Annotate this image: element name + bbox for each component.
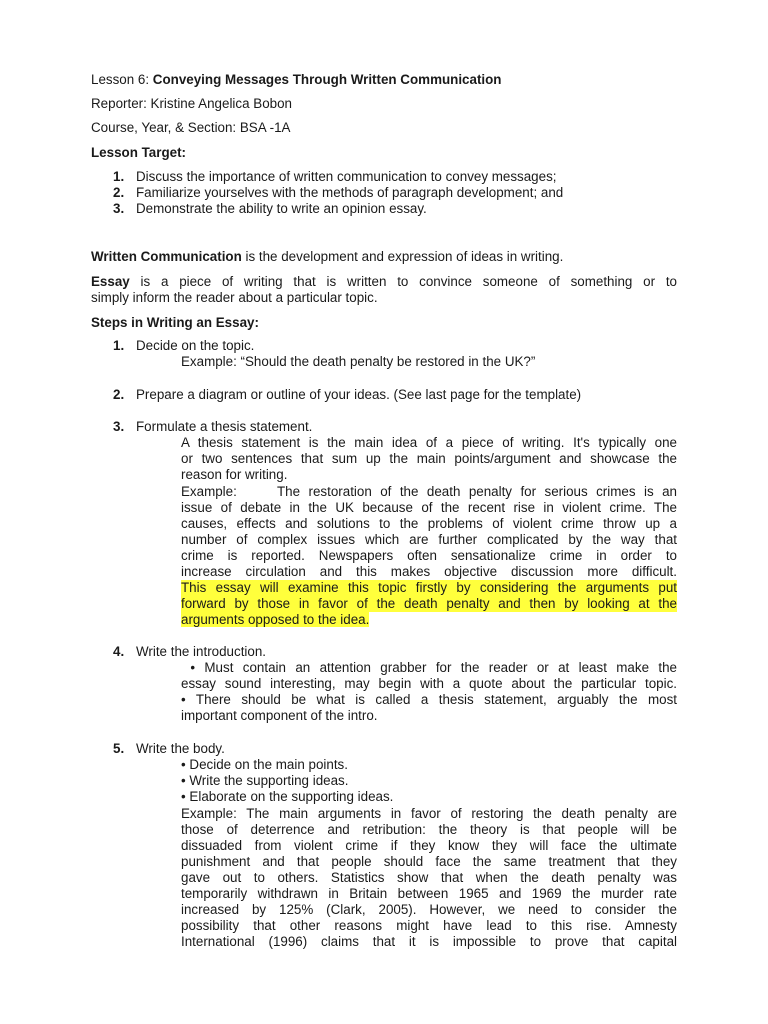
essay-text: is a piece of writing that is written to convince someone of something or to bbox=[129, 274, 677, 289]
body-bullet: • Write the supporting ideas. bbox=[181, 773, 349, 788]
highlighted-thesis-line: This essay will examine this topic firstly by considering the arguments put bbox=[181, 580, 677, 595]
target-number: 3. bbox=[113, 201, 125, 216]
essay-definition-line1 bbox=[91, 274, 677, 290]
step-number: 4. bbox=[113, 644, 125, 659]
body-bullet: • Decide on the main points. bbox=[181, 757, 348, 772]
target-item: Familiarize yourselves with the methods of paragraph development; and bbox=[136, 185, 564, 200]
body-example-line: dissuaded from violent crime if they know they will face the ultimate bbox=[181, 838, 677, 853]
body-example-line: Example: The main arguments in favor of restoring the death penalty are bbox=[181, 806, 677, 821]
step-1-example: Example: “Should the death penalty be restored in the UK?” bbox=[181, 354, 536, 369]
target-number: 1. bbox=[113, 169, 125, 184]
intro-bullet-line: important component of the intro. bbox=[181, 708, 378, 723]
body-example-line: those of deterrence and retribution: the theory is that people will be bbox=[181, 822, 677, 837]
thesis-example-line: increase circulation and this makes objective discussion more difficult. bbox=[181, 564, 677, 579]
highlighted-thesis-line: forward by those in favor of the death penalty and then by looking at the bbox=[181, 596, 677, 611]
target-item: Demonstrate the ability to write an opinion essay. bbox=[136, 201, 427, 216]
thesis-example-line: number of complex issues which are further complicated by the way that bbox=[181, 532, 677, 547]
step-number: 3. bbox=[113, 419, 125, 434]
lesson-prefix: Lesson 6: bbox=[91, 72, 153, 87]
thesis-explanation-line: or two sentences that sum up the main points/argument and showcase the bbox=[181, 451, 677, 466]
body-bullet: • Elaborate on the supporting ideas. bbox=[181, 789, 394, 804]
thesis-example-line: issue of debate in the UK because of the recent rise in violent crime. The bbox=[181, 500, 677, 515]
body-example-line: increased by 125% (Clark, 2005). However, we need to consider the bbox=[181, 902, 677, 917]
intro-bullet-line: • Must contain an attention grabber for the reader or at least make the bbox=[181, 660, 677, 675]
step-number: 1. bbox=[113, 338, 125, 353]
step-number: 5. bbox=[113, 741, 125, 756]
essay-term: Essay bbox=[91, 274, 130, 289]
written-communication-definition bbox=[91, 249, 563, 265]
step-4-text: Write the introduction. bbox=[136, 644, 267, 659]
body-example-line: temporarily withdrawn in Britain between 1965 and 1969 the murder rate bbox=[181, 886, 677, 901]
step-2-text: Prepare a diagram or outline of your ideas. (See last page for the template) bbox=[136, 387, 582, 402]
example-label: Example: bbox=[181, 484, 237, 499]
example-text: The restoration of the death penalty for serious crimes is an bbox=[277, 484, 677, 499]
reporter-line: Reporter: Kristine Angelica Bobon bbox=[91, 96, 292, 111]
thesis-explanation-line: A thesis statement is the main idea of a piece of writing. It's typically one bbox=[181, 435, 677, 450]
body-example-line: punishment and that people should face the same treatment that they bbox=[181, 854, 677, 869]
highlight-text: arguments opposed to the idea. bbox=[181, 612, 370, 627]
body-example-line: International (1996) claims that it is impossible to prove that capital bbox=[181, 934, 677, 949]
thesis-example-line: causes, effects and solutions to the problems of violent crime throw up a bbox=[181, 516, 677, 531]
thesis-example-line: crime is reported. Newspapers often sensationalize crime in order to bbox=[181, 548, 677, 563]
thesis-example-line bbox=[181, 484, 677, 500]
wc-text: is the development and expression of ideas in writing. bbox=[241, 249, 564, 264]
body-example-line: possibility that other reasons might have lead to this rise. Amnesty bbox=[181, 918, 677, 933]
intro-bullet-line: • There should be what is called a thesis statement, arguably the most bbox=[181, 692, 677, 707]
highlighted-thesis-line-last bbox=[181, 612, 677, 628]
step-5-text: Write the body. bbox=[136, 741, 225, 756]
intro-bullet-line: essay sound interesting, may begin with a quote about the particular topic. bbox=[181, 676, 677, 691]
wc-term: Written Communication bbox=[91, 249, 242, 264]
lesson-title-line bbox=[91, 72, 501, 88]
step-number: 2. bbox=[113, 387, 125, 402]
lesson-title: Conveying Messages Through Written Communication bbox=[152, 72, 502, 87]
steps-heading: Steps in Writing an Essay: bbox=[91, 315, 259, 330]
lesson-target-heading: Lesson Target: bbox=[91, 145, 186, 160]
step-3-text: Formulate a thesis statement. bbox=[136, 419, 313, 434]
course-line: Course, Year, & Section: BSA -1A bbox=[91, 120, 291, 135]
target-number: 2. bbox=[113, 185, 125, 200]
target-item: Discuss the importance of written communication to convey messages; bbox=[136, 169, 557, 184]
thesis-explanation-line: reason for writing. bbox=[181, 467, 288, 482]
body-example-line: gave out to others. Statistics show that when the death penalty was bbox=[181, 870, 677, 885]
step-1-text: Decide on the topic. bbox=[136, 338, 255, 353]
essay-definition-line2: simply inform the reader about a particular topic. bbox=[91, 290, 378, 305]
